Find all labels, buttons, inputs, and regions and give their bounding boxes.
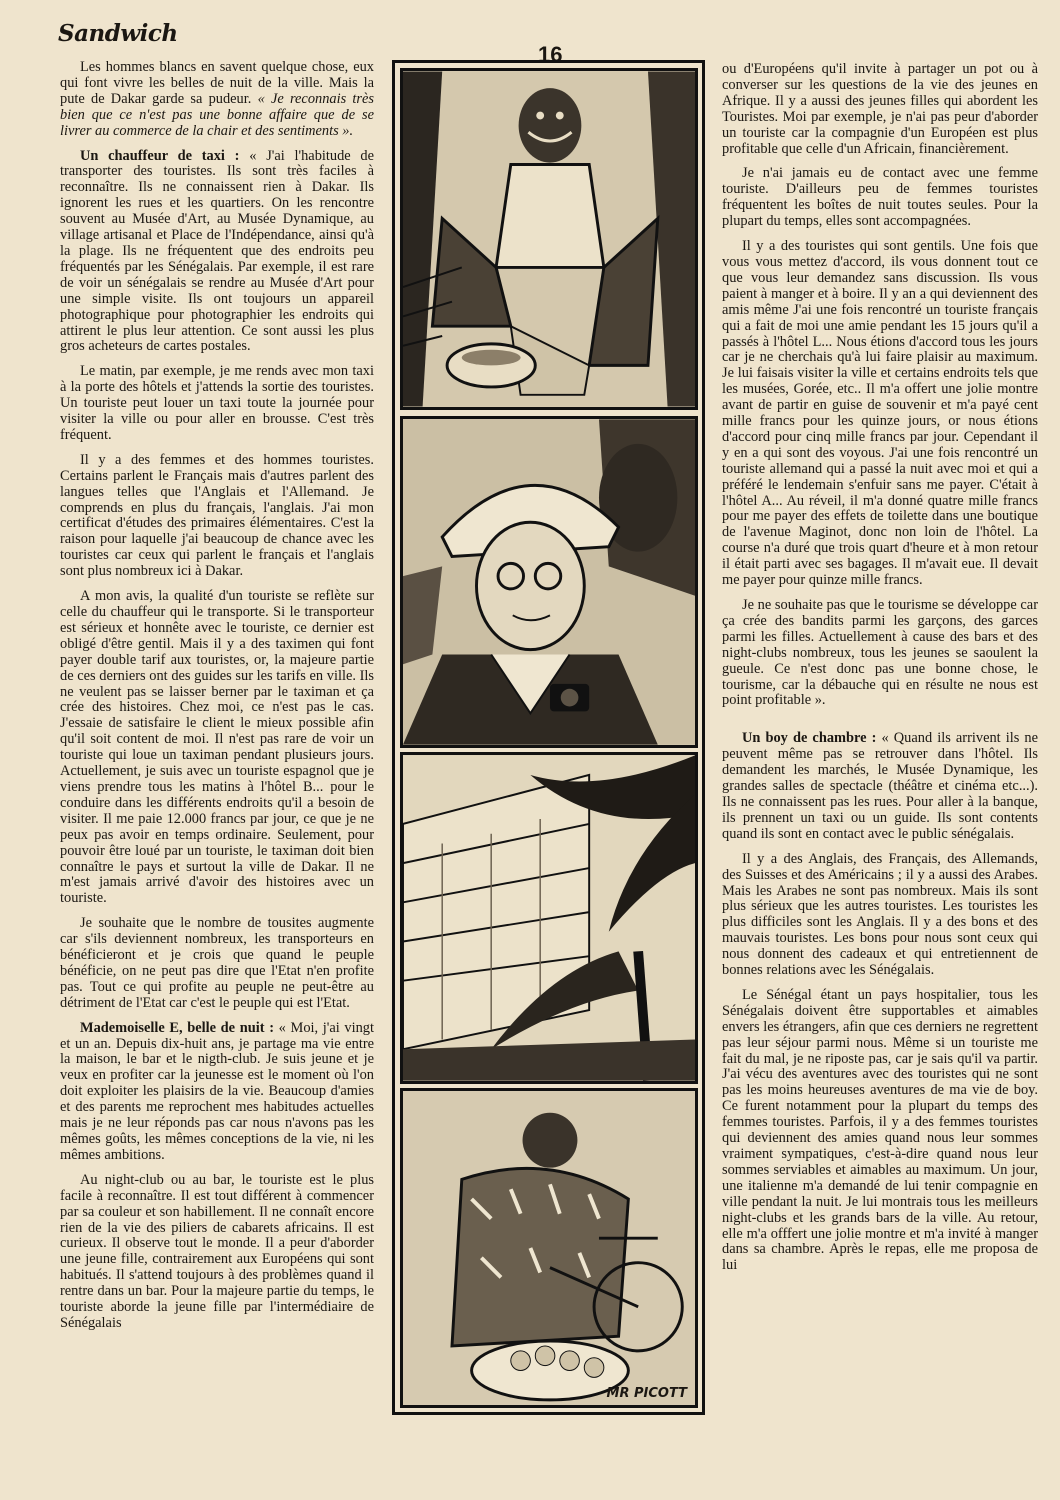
- illustration-panel-seated-vendor: [400, 68, 698, 410]
- illustration-panel-palm-hotel: [400, 752, 698, 1084]
- section-header-word: Sandwich: [58, 20, 178, 47]
- paragraph: [60, 60, 374, 140]
- paragraph: Il y a des touristes qui sont gentils. Une fois que vous vous mettez d'accord, ils vous donnent tout ce que vous leur demandez sans discussion. Ils vous paient à manger et à boire. Il y an a qui deviennent des amis même J'ai une fois rencontré un touriste français qui a fait de moi une amie pendant les 15 jours qu'il a passés à l'hôtel L... Nous étions d'accord tous les jours car je ne cherchais qu'à lui faire plaisir au maximum. Je lui faisais visiter la ville et certains endroits tels que les musées, Gorée, etc.. Il m'a offert une jolie montre avant de partir en guise de souvenir et m'a payé cent mille francs pour les quinze jours, or nous étions d'accord pour cinq mille francs par jour. Cependant il y en a qui sont des voyous. J'ai une fois rencontré un touriste allemand qui a passé la nuit avec moi et qui a préféré le lendemain s'enfuir sans me payer. C'était à l'hôtel A... Au réveil, il m'a donné quatre mille francs pour me payer des effets de toilette dans une boutique de l'avenue Maginot, donc non loin de l'hôtel. La course n'a duré que trois quart d'heure et à mon retour il était parti avec ses bagages. Il m'avait eue. Il devait me payer pour quinze mille francs.: [722, 238, 1038, 589]
- paragraph: Le matin, par exemple, je me rends avec mon taxi à la porte des hôtels et j'attends la sortie des touristes. Un touriste peut louer un taxi toute la journée pour visiter la ville ou pour aller en brousse. C'est très fréquent.: [60, 363, 374, 443]
- speaker-label: Un chauffeur de taxi :: [80, 147, 240, 164]
- paragraph-text: « Quand ils arrivent ils ne peuvent même pas se retrouver dans l'hôtel. Ils demandent les marchés, le Musée Dynamique, les grandes salles de spectacle (théâtre et cinéma etc...). Ils ne connaissent pas les rues. Pour aller à la banque, ils prennent un taxi ou un guide. Ils sont contents quand ils sont en contact avec le public sénégalais.: [722, 730, 1038, 842]
- paragraph: Le Sénégal étant un pays hospitalier, tous les Sénégalais doivent être supportables et aimables envers les étrangers, afin que ces derniers ne regrettent pas leur séjour parmi nous. Même si un touriste me fait du mal, je ne riposte pas, car je sais qu'il va partir. J'ai vécu des aventures avec des touristes qui ne sont pas les moins heureuses aventures de ma vie de boy. Ce furent notamment pour la plupart du temps des femmes touristes. Parfois, il y a des femmes touristes qui deviennent des amies quand nous leur sommes vraiment sympatiques, c'est-à-dire quand nous leur sommes serviables et aimables au maximum. Un jour, une italienne m'a demandé de lui tenir compagnie en ville pendant la nuit. Je lui montrais tous les meilleurs night-clubs et les grands bars de la ville. Au retour, elle m'a offfert une jolie montre et m'a invité à manger dans sa chambre. Après le repas, elle me proposa de lui: [722, 986, 1038, 1274]
- paragraph: Je ne souhaite pas que le tourisme se développe car ça crée des bandits parmi les garçons, des garces parmi les filles. Actuellement à cause des bars et des night-clubs nombreux, tous les jeunes se saoulent la gueule. Ce n'est donc pas une bonne chose, le tourisme, car la débauche qui en résulte ne nous est point profitable ».: [722, 597, 1038, 709]
- paragraph: [60, 149, 374, 356]
- paragraph: Il y a des femmes et des hommes touristes. Certains parlent le Français mais d'autres parlent des langues telles que l'Anglais et l'Allemand. Je comprends en plus du français, l'anglais. J'ai mon certificat d'études des primaires élémentaires. C'est la raison pour laquelle j'ai beaucoup de chance avec les touristes car ceux qui parlent le français et l'anglais sont plus nombreux ici à Dakar.: [60, 451, 374, 580]
- speaker-label: Mademoiselle E, belle de nuit :: [80, 1019, 274, 1036]
- page-number: 16: [538, 42, 563, 67]
- cyclist-vendor-drawing: [403, 1091, 695, 1405]
- quote-text: « Je reconnais très bien que ce n'est pas une bonne affaire que de se livrer au commerce de la chair et des sentiments ».: [60, 90, 375, 139]
- left-text-column: [60, 60, 374, 1334]
- paragraph: Au night-club ou au bar, le touriste est le plus facile à reconnaître. Il est tout différent à commencer par sa couleur et son habillement. Il ne connaît encore rien de la vie des piliers de cabarets africains. Il est curieux. Il observe tout le monde. Il a peur d'aborder une jeune fille, contrairement aux Européens qui sont habitués. Il s'attend toujours à des problèmes quand il rentre dans un bar. Pour la majeure partie du temps, le touriste aborde la jeune fille par l'intermédiaire de Sénégalais: [60, 1171, 374, 1331]
- paragraph: ou d'Européens qu'il invite à partager un pot ou à converser sur les questions de la vie des jeunes en Afrique. Il y a aussi des jeunes filles qui abordent les Touristes. Moi par exemple, je n'ai pas peur d'aborder un touriste car la compagnie d'un Européen est plus profitable que celle d'un Africain, financièrement.: [722, 61, 1038, 157]
- speaker-label: Un boy de chambre :: [742, 730, 877, 747]
- paragraph: [722, 731, 1038, 842]
- paragraph: Je n'ai jamais eu de contact avec une femme touriste. D'ailleurs peu de femmes touristes fréquentent les boîtes de nuit toutes seules. Pour la plupart du temps, elles sont accompagnées.: [722, 165, 1038, 230]
- paragraph-text: « Moi, j'ai vingt et un an. Depuis dix-huit ans, je partage ma vie entre la maison, le bar et le nigth-club. Je suis jeune et je veux en profiter car la jeunesse est le moment où l'on doit exploiter les plaisirs de la vie. Beaucoup d'amies et des parents me reprochent mes habitudes actuelles mais je ne leur réponds pas car nous n'avons pas les mêmes goûts, les mêmes conceptions de la vie, ni les mêmes ambitions.: [60, 1019, 374, 1163]
- illustration-panel-cyclist-vendor: [400, 1088, 698, 1408]
- seated-vendor-drawing: [403, 71, 695, 407]
- paragraph-text: Les hommes blancs en savent quelque chose, eux qui font vivre les belles de nuit de la ville. Mais la pute de Dakar garde sa pudeur.: [60, 59, 374, 107]
- paragraph: A mon avis, la qualité d'un touriste se reflète sur celle du chauffeur qui le transporte. Si le transporteur est sérieux et honnête avec le touriste, ce dernier est obligé d'être gentil. Mais il y a des taximen qui font payer double tarif aux touristes, or, la majeure partie de ces derniers ont des guides sur les tarifs en ville. Ils ne veulent pas se laisser berner par le taximan et ça crée des histoires. Chez moi, ce n'est pas le cas. J'essaie de satisfaire le client le mieux possible afin qu'il soit content de moi. Il n'est pas rare de voir un touriste qui loue un taximan pendant plusieurs jours. Actuellement, je suis avec un touriste espagnol que je viens prendre tous les matins à l'hôtel B... pour le conduire dans les différents endroits qu'il a besoin de visiter. Il me paie 12.000 francs par jour, ce que je ne peux pas avoir en temps ordinaire. Seulement, pour pouvoir être loué par un touriste, le taximan doit bien connaître le pays et surtout la ville de Dakar. Il ne m'est jamais arrivé d'avoir des histoires avec un touriste.: [60, 588, 374, 907]
- illustration-panel-tourist-woman: [400, 416, 698, 748]
- artist-signature: MR PICOTT: [606, 1386, 687, 1401]
- palm-hotel-drawing: [403, 755, 695, 1081]
- paragraph: Je souhaite que le nombre de tousites augmente car s'ils deviennent nombreux, les transporteurs en bénéficieront et je crois que quand le peuple bénéficie, on ne peut pas dire que l'Etat n'en profite pas. Tout ce qui profite au peuple ne peut-être au détriment de l'Etat car c'est le peuple qui est l'Etat.: [60, 915, 374, 1011]
- right-text-column: [722, 62, 1038, 1276]
- paragraph-text: « J'ai l'habitude de transporter des touristes. Ils sont très faciles à reconnaître. Ils ne connaissent rien à Dakar. Ils ignorent les rues et les quartiers. On les rencontre souvent au Musée d'Art, au Musée Dynamique, au village artisanal et Place de l'Indépendance, ainsi qu'à la plage. Ils ne fréquentent que des endroits peu fréquentés par les Sénégalais. Par exemple, il est rare de voir un sénégalais se rendre au Musée d'Art pour une simple visite. Ils ont toujours un appareil photographique pour photographier les endroits qui attirent le plus leur attention. Ce sont aussi les plus gros acheteurs de cartes postales.: [60, 147, 375, 355]
- tourist-woman-drawing: [403, 419, 695, 745]
- paragraph: [60, 1021, 374, 1164]
- paragraph: Il y a des Anglais, des Français, des Allemands, des Suisses et des Américains ; il y a aussi des Arabes. Mais les Arabes ne sont pas nombreux. Mais ils sont plus sérieux que les autres touristes. Les touristes les plus difficiles sont les Anglais. Il y a des bons et des mauvais touristes. Les bons pour nous sont ceux qui nous donnent des cadeaux et qui entretiennent de bonnes relations avec les Sénégalais.: [722, 850, 1038, 979]
